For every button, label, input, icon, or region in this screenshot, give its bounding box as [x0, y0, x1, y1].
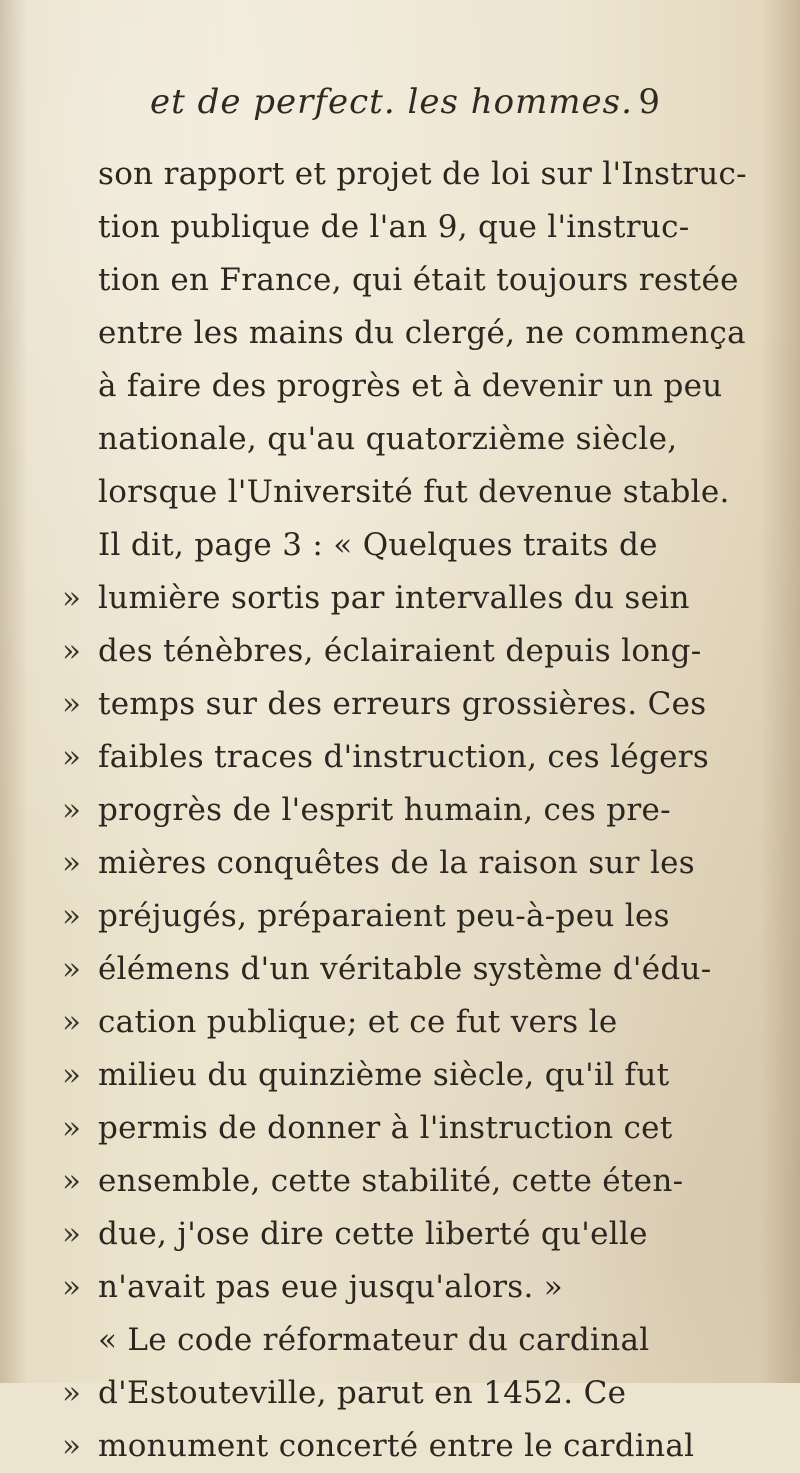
text-line	[62, 519, 762, 572]
text-line	[62, 1155, 762, 1208]
text-line	[62, 784, 762, 837]
line-text: son rapport et projet de loi sur l'Instruc-	[98, 156, 747, 192]
quote-mark: »	[62, 739, 82, 775]
text-line	[62, 466, 762, 519]
quote-mark: »	[62, 1004, 82, 1040]
line-text: préjugés, préparaient peu-à-peu les	[98, 898, 670, 934]
line-text: cation publique; et ce fut vers le	[98, 1004, 618, 1040]
text-line	[62, 201, 762, 254]
text-line	[62, 254, 762, 307]
line-text: nationale, qu'au quatorzième siècle,	[98, 421, 678, 457]
line-text: tion publique de l'an 9, que l'instruc-	[98, 209, 690, 245]
text-line	[62, 572, 762, 625]
line-text: faibles traces d'instruction, ces légers	[98, 739, 710, 775]
line-text: d'Estouteville, parut en 1452. Ce	[98, 1375, 627, 1411]
line-text: temps sur des erreurs grossières. Ces	[98, 686, 707, 722]
quote-mark: »	[62, 580, 82, 616]
quote-mark: »	[62, 845, 82, 881]
running-head	[140, 82, 660, 130]
text-line	[62, 1420, 762, 1473]
page-gutter-shadow	[0, 0, 28, 1383]
quote-mark: »	[62, 792, 82, 828]
line-text: tion en France, qui était toujours restée	[98, 262, 739, 298]
line-text: Il dit, page 3 : « Quelques traits de	[98, 527, 658, 563]
line-text: mières conquêtes de la raison sur les	[98, 845, 696, 881]
line-text: monument concerté entre le cardinal	[98, 1428, 695, 1464]
line-text: des ténèbres, éclairaient depuis long-	[98, 633, 702, 669]
page-number: 9	[638, 82, 660, 122]
running-head-title: et de perfect. les hommes.	[150, 82, 633, 122]
text-line	[62, 678, 762, 731]
quote-mark: »	[62, 1269, 82, 1305]
text-line	[62, 1208, 762, 1261]
line-text: n'avait pas eue jusqu'alors. »	[98, 1269, 564, 1305]
quote-mark: »	[62, 1057, 82, 1093]
line-text: lorsque l'Université fut devenue stable.	[98, 474, 730, 510]
text-line	[62, 625, 762, 678]
line-text: due, j'ose dire cette liberté qu'elle	[98, 1216, 648, 1252]
quote-mark: »	[62, 951, 82, 987]
quote-mark: »	[62, 1110, 82, 1146]
text-line	[62, 148, 762, 201]
text-line	[62, 731, 762, 784]
line-text: permis de donner à l'instruction cet	[98, 1110, 673, 1146]
line-text: milieu du quinzième siècle, qu'il fut	[98, 1057, 670, 1093]
text-line	[62, 1049, 762, 1102]
quote-mark: »	[62, 1216, 82, 1252]
text-line	[62, 360, 762, 413]
quote-mark: »	[62, 1163, 82, 1199]
text-line	[62, 943, 762, 996]
line-text: entre les mains du clergé, ne commença	[98, 315, 746, 351]
line-text: élémens d'un véritable système d'édu-	[98, 951, 712, 987]
quote-mark: »	[62, 1375, 82, 1411]
line-text: à faire des progrès et à devenir un peu	[98, 368, 723, 404]
line-text: progrès de l'esprit humain, ces pre-	[98, 792, 671, 828]
text-line	[62, 837, 762, 890]
quote-mark: »	[62, 1428, 82, 1464]
text-line	[62, 413, 762, 466]
text-line	[62, 1367, 762, 1420]
text-line	[62, 1314, 762, 1367]
quote-mark: »	[62, 633, 82, 669]
quote-mark: »	[62, 686, 82, 722]
text-line	[62, 1102, 762, 1155]
text-line	[62, 890, 762, 943]
line-text: lumière sortis par intervalles du sein	[98, 580, 690, 616]
text-line	[62, 1261, 762, 1314]
text-line	[62, 307, 762, 360]
line-text: ensemble, cette stabilité, cette éten-	[98, 1163, 684, 1199]
line-text: « Le code réformateur du cardinal	[98, 1322, 650, 1358]
page-edge-shadow	[760, 0, 800, 1383]
body-text	[62, 148, 762, 1473]
quote-mark: »	[62, 898, 82, 934]
text-line	[62, 996, 762, 1049]
